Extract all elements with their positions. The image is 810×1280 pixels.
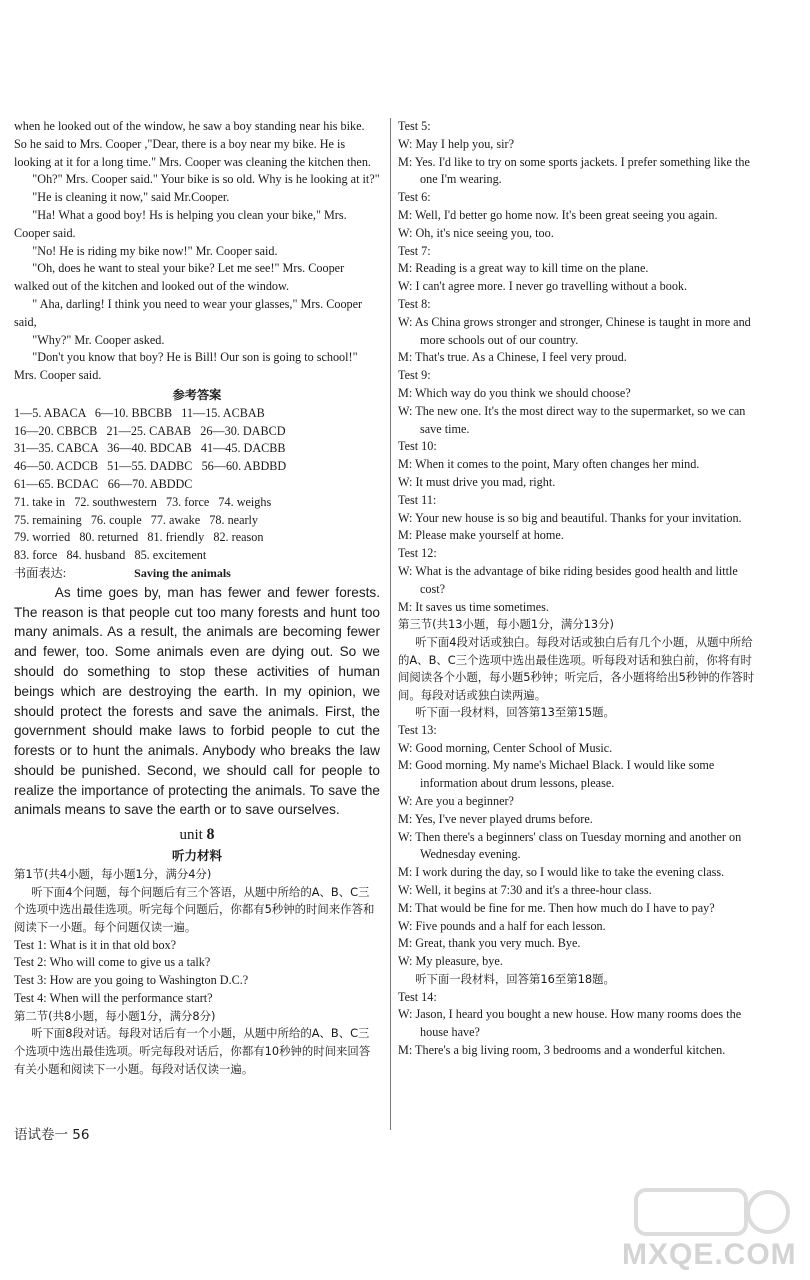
dialogue-line: M: Yes, I've never played drums before.	[398, 811, 593, 826]
story-paragraph: " Aha, darling! I think you need to wear your glasses," Mrs. Cooper said,	[14, 296, 363, 329]
dialogue-line: M: Well, I'd better go home now. It's been great seeing you again.	[398, 207, 718, 222]
unit-prefix: unit	[179, 827, 203, 844]
dialogue-line: M: Yes. I'd like to try on some sports jackets. I prefer something like the one I'm wearing.	[398, 154, 750, 187]
dialogue-line: M: It saves us time sometimes.	[398, 599, 549, 614]
test-question: Test 3: How are you going to Washington D.C.?	[14, 973, 249, 988]
answers-title: 参考答案	[172, 387, 222, 402]
answer-line: 61—65. BCDAC 66—70. ABDDC	[14, 476, 193, 491]
answer-line: 71. take in 72. southwestern 73. force 74. weighs	[14, 494, 272, 509]
story-paragraph: "Why?" Mr. Cooper asked.	[32, 332, 165, 347]
story-paragraph: "No! He is riding my bike now!" Mr. Cooper said.	[32, 243, 278, 258]
story-paragraph: "Don't you know that boy? He is Bill! Our son is going to school!" Mrs. Cooper said.	[14, 350, 358, 383]
listening-title: 听力材料	[171, 848, 222, 864]
dialogue-line: M: That's true. As a Chinese, I feel very proud.	[398, 350, 627, 365]
test-label: Test 9:	[398, 368, 431, 383]
story-text	[14, 118, 380, 385]
dialogue-line: M: Reading is a great way to kill time on the plane.	[398, 261, 649, 276]
dialogue-line: W: Oh, it's nice seeing you, too.	[398, 225, 554, 240]
dialogue-line: M: Which way do you think we should choose?	[398, 385, 631, 400]
dialogue-13	[398, 722, 760, 971]
answer-line: 46—50. ACDCB 51—55. DADBC 56—60. ABDBD	[14, 459, 287, 474]
test-label: Test 5:	[398, 119, 431, 133]
dialogue-line: M: I work during the day, so I would like to take the evening class.	[398, 865, 725, 880]
dialogue-line: M: There's a big living room, 3 bedrooms and a wonderful kitchen.	[398, 1043, 726, 1058]
section1-intro: 听下面4个问题，每个问题后有三个答语，从题中所给的A、B、C三个选项中选出最佳选项。听完每个问题后，你都有5秒钟的时间来作答和阅读下一小题。每个问题仅读一遍。	[14, 884, 375, 935]
test-question: Test 2: Who will come to give us a talk?	[14, 955, 211, 970]
essay-title: Saving the animals	[134, 565, 231, 580]
dialogue-line: W: I can't agree more. I never go travelling without a book.	[398, 279, 688, 294]
story-paragraph: "Ha! What a good boy! Hs is helping you clean your bike," Mrs. Cooper said.	[14, 207, 347, 240]
dialogue-line: W: Are you a beginner?	[398, 794, 514, 809]
answer-line: 75. remaining 76. couple 77. awake 78. nearly	[14, 512, 259, 527]
test-label: Test 13:	[398, 722, 437, 737]
unit-heading	[14, 824, 380, 846]
dialogue-14	[398, 989, 760, 1060]
dialogue-line: W: Jason, I heard you bought a new house. How many rooms does the house have?	[398, 1007, 742, 1040]
dialogue-line: W: As China grows stronger and stronger, Chinese is taught in more and more schools out of our country.	[398, 314, 751, 347]
right-column	[398, 118, 760, 1060]
answer-line: 31—35. CABCA 36—40. BDCAB 41—45. DACBB	[14, 441, 286, 456]
answer-key	[14, 405, 380, 565]
answer-line: 1—5. ABACA 6—10. BBCBB 11—15. ACBAB	[14, 405, 265, 420]
test-question: Test 1: What is it in that old box?	[14, 937, 177, 952]
dialogue-line: W: My pleasure, bye.	[398, 954, 503, 969]
test-label: Test 11:	[398, 492, 437, 507]
dialogue-line: M: When it comes to the point, Mary often changes her mind.	[398, 457, 700, 472]
dialogues-5-12	[398, 118, 760, 616]
test-label: Test 14:	[398, 989, 437, 1004]
dialogue-line: W: Good morning, Center School of Music.	[398, 740, 613, 755]
q13-intro: 听下面一段材料，回答第13至第15题。	[415, 705, 615, 720]
answer-line: 83. force 84. husband 85. excitement	[14, 548, 207, 563]
watermark-text: MXQE.COM	[622, 1238, 797, 1271]
dialogue-line: W: Well, it begins at 7:30 and it's a three-hour class.	[398, 883, 652, 898]
dialogue-line: W: The new one. It's the most direct way to the supermarket, so we can save time.	[398, 403, 746, 436]
dialogue-line: M: That would be fine for me. Then how much do I have to pay?	[398, 900, 715, 915]
dialogue-line: W: Then there's a beginners' class on Tuesday morning and another on Wednesday evening.	[398, 829, 742, 862]
test-label: Test 12:	[398, 546, 437, 561]
story-paragraph: "Oh, does he want to steal your bike? Let me see!" Mrs. Cooper walked out of the kitchen and looked out of the window.	[14, 261, 345, 294]
story-paragraph: "He is cleaning it now," said Mr.Cooper.	[32, 190, 230, 205]
test-label: Test 7:	[398, 243, 431, 258]
section1-tests	[14, 937, 380, 1008]
story-paragraph: "Oh?" Mrs. Cooper said." Your bike is so old. Why is he looking at it?"	[32, 172, 380, 187]
test-label: Test 10:	[398, 439, 437, 454]
dialogue-line: M: Great, thank you very much. Bye.	[398, 936, 581, 951]
dialogue-line: W: What is the advantage of bike riding besides good health and little cost?	[398, 563, 738, 596]
q16-intro: 听下面一段材料，回答第16至第18题。	[415, 972, 615, 987]
essay-header	[14, 565, 380, 583]
story-paragraph: when he looked out of the window, he saw a boy standing near his bike. So he said to Mrs. Cooper ,"Dear, there is a boy near my bike. He is looking at it for a long time." Mrs. Cooper was cleaning the kitchen then.	[14, 119, 371, 169]
left-column	[14, 118, 380, 1078]
dialogue-line: M: Good morning. My name's Michael Black. I would like some information about drum lessons, please.	[398, 758, 715, 791]
page-footer: 语试卷一 56	[14, 1127, 90, 1143]
test-label: Test 6:	[398, 190, 431, 205]
column-divider	[390, 118, 391, 1130]
section2-intro: 听下面8段对话。每段对话后有一个小题，从题中所给的A、B、C三个选项中选出最佳选项。听完每段对话后，你都有10秒钟的时间来回答有关小题和阅读下一小题。每段对话仅读一遍。	[14, 1026, 371, 1076]
answer-line: 16—20. CBBCB 21—25. CABAB 26—30. DABCD	[14, 423, 286, 438]
dialogue-line: W: Your new house is so big and beautiful. Thanks for your invitation.	[398, 510, 742, 525]
answer-line: 79. worried 80. returned 81. friendly 82. reason	[14, 530, 264, 545]
section2-head: 第二节(共8小题，每小题1分，满分8分)	[14, 1008, 216, 1023]
dialogue-line: W: It must drive you mad, right.	[398, 474, 556, 489]
unit-number: 8	[206, 826, 215, 844]
dialogue-line: W: Five pounds and a half for each lesson.	[398, 918, 606, 933]
essay-label: 书面表达:	[14, 565, 67, 580]
test-label: Test 8:	[398, 296, 431, 311]
section3-head: 第三节(共13小题，每小题1分，满分13分)	[398, 617, 614, 632]
test-question: Test 4: When will the performance start?	[14, 991, 213, 1006]
essay-body: As time goes by, man has fewer and fewer forests. The reason is that people cut too many forests and hunt too many animals. As a result, the animals are becoming fewer and fewer, too. Some animals even are dying out. So we should do something to stop these activities of human beings which are destroying the earth. In my opinion, we should protect the forests and save the animals. First, the government should make laws to forbid people to cut the forests or to hunt the animals. Anybody who breaks the law should be punished. Second, we should call for people to realize the importance of protecting the animals. To save the animals means to save the earth or to save ourselves.	[14, 584, 380, 818]
section3-intro: 听下面4段对话或独白。每段对话或独白后有几个小题，从题中所给的A、B、C三个选项中选出最佳选项。听每段对话和独白前，你将有时间阅读各个小题，每小题5秒钟；听完后，各小题将给出5秒钟的作答时间。每段对话或独白读两遍。	[398, 634, 755, 702]
section1-head: 第1节(共4小题，每小题1分，满分4分)	[14, 867, 212, 882]
dialogue-line: M: Please make yourself at home.	[398, 528, 564, 543]
dialogue-line: W: May I help you, sir?	[398, 136, 514, 151]
